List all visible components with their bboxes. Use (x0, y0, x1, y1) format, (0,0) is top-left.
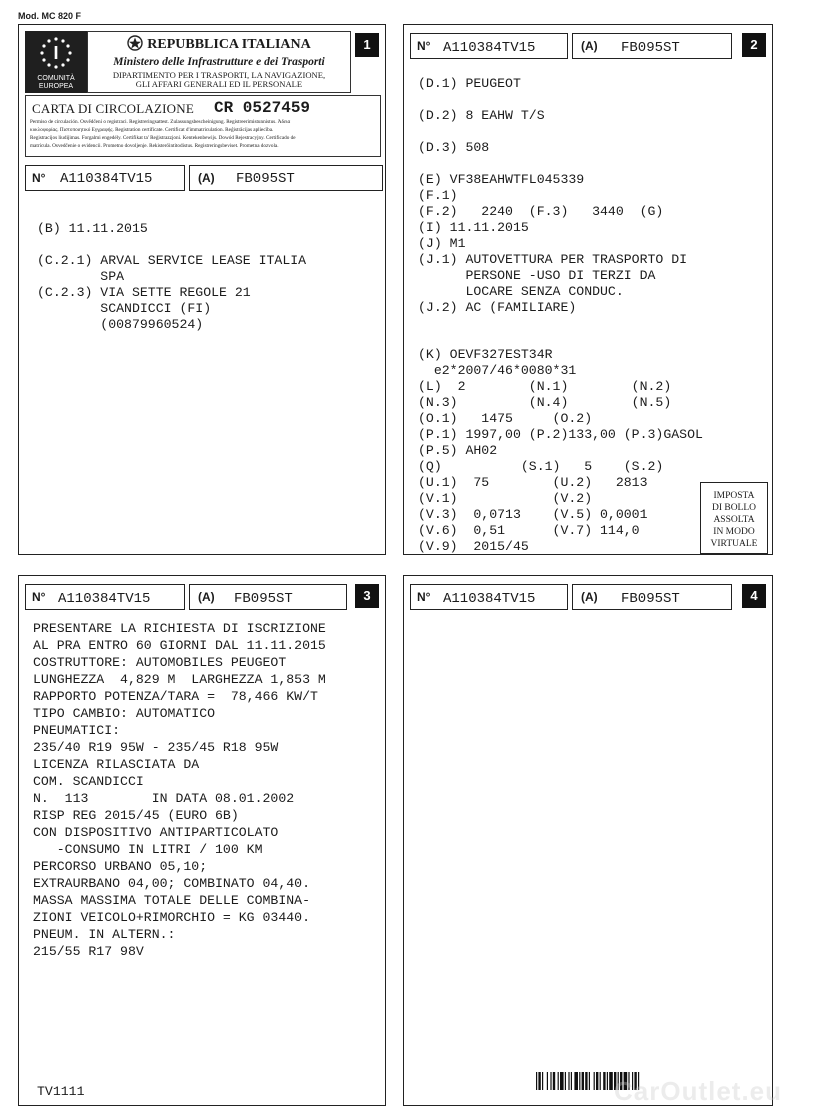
eu-label-1: COMUNITÀ (37, 75, 75, 82)
department-line-2: GLI AFFARI GENERALI ED IL PERSONALE (135, 79, 303, 89)
registration-number-value: A110384TV15 (443, 40, 536, 56)
carta-translations-2: κυκλοφορίας. Πιστοποιητικό Εγγραφής. Registration certificate. Certificat d'immatriculation. Reģistrācijas apliecība. (30, 127, 274, 133)
panel3-line: 235/40 R19 95W - 235/45 R18 95W (33, 740, 279, 755)
plate-value: FB095ST (234, 591, 293, 607)
registration-number-label: N° (417, 590, 431, 604)
stamp-line: VIRTUALE (710, 539, 758, 549)
panel-1 (18, 24, 386, 555)
carta-translations-3: Registracijos liudijimas. Forgalmi engedély. Certifikat ta' Reġistrazzjoni. Kentekenbewijs. Dowód Rejestracyjny. Certificado de (30, 135, 296, 141)
panel1-line: SPA (37, 269, 125, 284)
plate-label: (A) (198, 590, 215, 604)
panel2-line: (J) M1 (418, 236, 466, 251)
panel1-line: (00879960524) (37, 317, 204, 332)
panel3-line: COM. SCANDICCI (33, 774, 144, 789)
panel2-line: e2*2007/46*0080*31 (418, 363, 577, 378)
eu-label-2: EUROPEA (38, 83, 74, 90)
panel3-line: AL PRA ENTRO 60 GIORNI DAL 11.11.2015 (33, 638, 326, 653)
stamp-line: IMPOSTA (713, 491, 755, 501)
registration-number-value: A110384TV15 (58, 591, 151, 607)
eu-country-letter: I (53, 43, 59, 63)
panel1-line: SCANDICCI (FI) (37, 301, 212, 316)
panel2-line: (V.1) (V.2) (418, 491, 593, 506)
panel2-line: (I) 11.11.2015 (418, 220, 529, 235)
panel2-line: (D.3) 508 (418, 140, 490, 155)
plate-box (572, 584, 732, 610)
plate-value: FB095ST (621, 40, 680, 56)
model-code: Mod. MC 820 F (18, 11, 82, 21)
panel3-line: 215/55 R17 98V (33, 944, 144, 959)
panel3-line: ZIONI VEICOLO+RIMORCHIO = KG 03440. (33, 910, 310, 925)
panel2-line: (V.3) 0,0713 (V.5) 0,0001 (418, 507, 648, 522)
panel3-line: PNEUMATICI: (33, 723, 121, 738)
registration-number-value: A110384TV15 (443, 591, 536, 607)
panel1-line: (B) 11.11.2015 (37, 221, 148, 236)
ministry-header (87, 31, 351, 93)
panel2-line: (K) OEVF327EST34R (418, 347, 553, 362)
panel2-line: (F.1) (418, 188, 458, 203)
ministry-name: Ministero delle Infrastrutture e dei Trasporti (113, 56, 325, 68)
panel-number: 2 (742, 33, 766, 57)
panel-3 (18, 575, 386, 1106)
registration-number-box (410, 33, 568, 59)
panel3-line: LUNGHEZZA 4,829 M LARGHEZZA 1,853 M (33, 672, 326, 687)
panel3-line: MASSA MASSIMA TOTALE DELLE COMBINA- (33, 893, 310, 908)
plate-box (189, 165, 383, 191)
panel2-line: (U.1) 75 (U.2) 2813 (418, 475, 648, 490)
stamp-line: IN MODO (713, 527, 755, 537)
panel2-line: (V.6) 0,51 (V.7) 114,0 (418, 523, 640, 538)
registration-number-box (25, 584, 185, 610)
panel2-line: (O.1) 1475 (O.2) (418, 411, 593, 426)
carta-title: CARTA DI CIRCOLAZIONE (32, 101, 194, 116)
italian-emblem-icon (127, 35, 143, 51)
eu-emblem (25, 31, 87, 93)
republic-title-row (88, 35, 350, 53)
panel2-line: (Q) (S.1) 5 (S.2) (418, 459, 664, 474)
footer-code: TV1111 (37, 1084, 85, 1099)
panel3-line: TIPO CAMBIO: AUTOMATICO (33, 706, 216, 721)
panel2-line: (J.2) AC (FAMILIARE) (418, 300, 577, 315)
panel2-line: (N.3) (N.4) (N.5) (418, 395, 672, 410)
panel3-line: RAPPORTO POTENZA/TARA = 78,466 KW/T (33, 689, 318, 704)
panel2-line: LOCARE SENZA CONDUC. (418, 284, 624, 299)
carta-translations-4: matrícula. Osvedčenie o evidencii. Prometno dovoljenje. Rekisteröintitodistus. Registreringsbeviset. Prometna dozvola. (30, 143, 279, 149)
plate-box (189, 584, 347, 610)
registration-number-box (410, 584, 568, 610)
registration-number-label: N° (32, 590, 46, 604)
panel2-line: PERSONE -USO DI TERZI DA (418, 268, 656, 283)
panel-2 (403, 24, 773, 555)
panel2-line: (F.2) 2240 (F.3) 3440 (G) (418, 204, 664, 219)
plate-label: (A) (198, 171, 215, 185)
panel-4 (403, 575, 783, 1106)
carta-translations-1: Permiso de circulación. Osvědčení o registraci. Registreringsattest. Zulassungsbescheinigung. Registreerimistunnistus. Άδεια (30, 119, 291, 125)
plate-label: (A) (581, 590, 598, 604)
panel2-line: (L) 2 (N.1) (N.2) (418, 379, 672, 394)
panel3-line: -CONSUMO IN LITRI / 100 KM (33, 842, 263, 857)
stamp-imposta-bollo (700, 482, 768, 554)
watermark: CarOutlet.eu (614, 1076, 783, 1106)
stamp-line: DI BOLLO (711, 503, 757, 513)
panel1-line: (C.2.1) ARVAL SERVICE LEASE ITALIA (37, 253, 307, 268)
panel-number: 1 (355, 33, 379, 57)
panel2-line: (P.5) AH02 (418, 443, 498, 458)
plate-box (572, 33, 732, 59)
panel3-line: RISP REG 2015/45 (EURO 6B) (33, 808, 239, 823)
registration-number-label: N° (417, 39, 431, 53)
carta-box (25, 95, 381, 157)
carta-number: CR 0527459 (214, 99, 311, 117)
republic-title: REPUBBLICA ITALIANA (147, 37, 311, 52)
panel-number: 3 (355, 584, 379, 608)
panel3-line: LICENZA RILASCIATA DA (33, 757, 200, 772)
panel2-line: (E) VF38EAHWTFL045339 (418, 172, 585, 187)
panel3-line: PRESENTARE LA RICHIESTA DI ISCRIZIONE (33, 621, 326, 636)
panel3-line: CON DISPOSITIVO ANTIPARTICOLATO (33, 825, 279, 840)
panel2-line: (D.1) PEUGEOT (418, 76, 521, 91)
registration-number-label: N° (32, 171, 46, 185)
plate-value: FB095ST (621, 591, 680, 607)
panel2-line: (D.2) 8 EAHW T/S (418, 108, 545, 123)
plate-label: (A) (581, 39, 598, 53)
panel3-line: PNEUM. IN ALTERN.: (33, 927, 176, 942)
panel3-line: PERCORSO URBANO 05,10; (33, 859, 208, 874)
panel3-line: N. 113 IN DATA 08.01.2002 (33, 791, 295, 806)
panel-number: 4 (742, 584, 766, 608)
registration-number-value: A110384TV15 (60, 171, 153, 187)
panel2-line: (P.1) 1997,00 (P.2)133,00 (P.3)GASOL (418, 427, 703, 442)
plate-value: FB095ST (236, 171, 295, 187)
stamp-line: ASSOLTA (713, 515, 755, 525)
department-line-1: DIPARTIMENTO PER I TRASPORTI, LA NAVIGAZIONE, (112, 70, 326, 80)
panel1-line: (C.2.3) VIA SETTE REGOLE 21 (37, 285, 251, 300)
panel3-line: EXTRAURBANO 04,00; COMBINATO 04,40. (33, 876, 310, 891)
panel2-line: (V.9) 2015/45 (418, 539, 529, 554)
registration-number-box (25, 165, 185, 191)
panel2-line: (J.1) AUTOVETTURA PER TRASPORTO DI (418, 252, 688, 267)
panel3-line: COSTRUTTORE: AUTOMOBILES PEUGEOT (33, 655, 287, 670)
